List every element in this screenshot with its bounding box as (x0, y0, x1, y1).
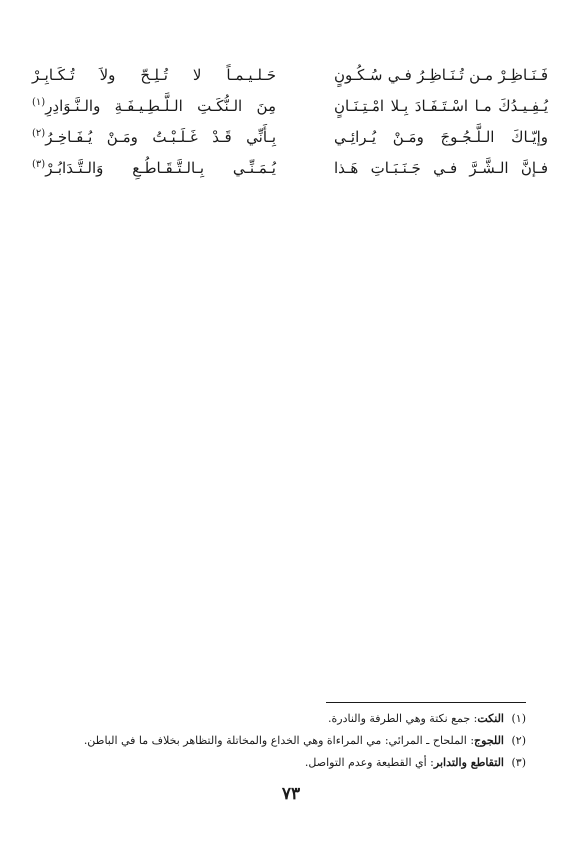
verse-2-first-hemistich: يُـفِـيـدُكَ مـا اسْـتَـفَـادَ بِـلا امْـتِـنَـانٍ (334, 97, 548, 115)
footnote-2-term: اللجوج (474, 734, 504, 747)
footnotes (46, 708, 526, 774)
footnote-1-term: النكت (477, 712, 504, 725)
verse-1 (0, 62, 582, 88)
verse-3-second-hemistich-text: بِـأَنِّي قَـدْ غَـلَـبْـتُ ومَـنْ يُـفَـاخِـرُ (45, 128, 276, 146)
verse-2-second-hemistich (32, 93, 276, 119)
footnote-2 (46, 730, 526, 752)
footnote-1-number: (١) (511, 712, 526, 725)
footnote-3-text: : أي القطيعة وعدم التواصل. (304, 756, 434, 769)
footnote-3-term: التقاطع والتدابر (433, 756, 504, 769)
footnote-mark-1: (١) (32, 97, 46, 108)
footnote-divider (326, 702, 526, 703)
footnote-3-number: (٣) (511, 756, 526, 769)
footnote-mark-3: (٣) (32, 159, 46, 170)
verse-4 (0, 155, 582, 181)
footnote-1-text: : جمع نكتة وهي الطرفة والنادرة. (328, 712, 478, 725)
verse-3-first-hemistich: وإيّـاكَ الـلَّـجُـوجَ ومَـنْ يُـرائِـي (334, 128, 548, 146)
verse-4-second-hemistich (32, 155, 276, 181)
footnote-3 (46, 752, 526, 774)
verse-2-second-hemistich-text: مِنَ الـنُّكَـتِ الـلَّـطِـيـفَـةِ والـنَّـوَادِرِ (45, 97, 276, 115)
verse-3 (0, 124, 582, 150)
footnote-1 (46, 708, 526, 730)
verse-4-first-hemistich: فـإنَّ الـشَّـرَّ فـي جَـنَـبَـاتِ هَـذا (334, 159, 548, 177)
page-number: ٧٣ (281, 784, 301, 804)
verse-4-second-hemistich-text: يُـمَـنِّـي بِـالـتَّـقَـاطُـعِ وَالـتَّـدَابُـرْ (45, 159, 276, 177)
verse-2 (0, 93, 582, 119)
footnote-mark-2: (٢) (32, 128, 46, 139)
verse-3-second-hemistich (32, 124, 276, 150)
verse-1-second-hemistich (32, 62, 276, 88)
verse-1-first-hemistich: فَـنَـاظِـرْ مـن تُـنَـاظِـرُ فـي سُـكُـونٍ (334, 66, 548, 84)
footnote-2-text: : الملحاح ـ المرائي: مي المراءاة وهي الخداع والمخاتلة والتظاهر بخلاف ما في الباطن. (83, 734, 475, 747)
footnote-2-number: (٢) (511, 734, 526, 747)
verse-1-second-hemistich-text: حَـلـيـمـاً لا تُـلِـحّ ولاَ تُـكَـابِـرْ (32, 66, 276, 84)
